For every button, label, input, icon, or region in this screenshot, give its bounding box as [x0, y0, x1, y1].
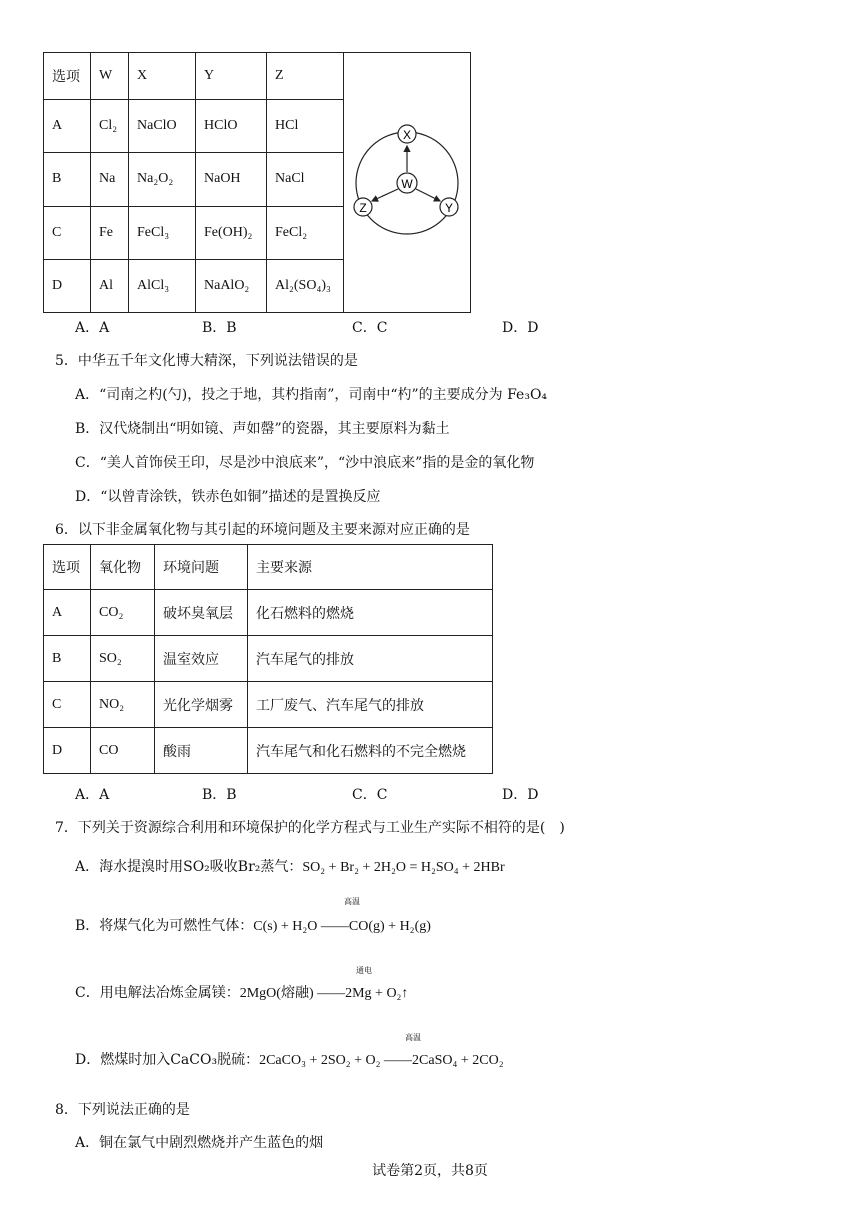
q6-header-cell: 主要来源 [248, 545, 493, 590]
q6-cell: A [44, 590, 91, 636]
q7-option-c-equation: 2MgO(熔融) ——2Mg + O₂↑ [239, 986, 409, 1001]
q5-stem: 5．中华五千年文化博大精深，下列说法错误的是 [55, 353, 358, 369]
q4-cell: FeCl₂ [267, 206, 344, 259]
q7-d-condition: 高温 [405, 1033, 421, 1042]
q7-stem: 7．下列关于资源综合利用和环境保护的化学方程式与工业生产实际不相符的是( ) [55, 820, 565, 836]
q4-cell: Cl₂ [91, 100, 129, 153]
q7-option-b[interactable] [75, 915, 431, 935]
q4-cell: HCl [267, 100, 344, 153]
page-footer: 试卷第2页，共8页 [372, 1163, 488, 1179]
q6-header-cell: 环境问题 [155, 545, 248, 590]
q6-cell: SO₂ [91, 636, 155, 682]
q5-option-b[interactable]: B．汉代烧制出“明如镜、声如罄”的瓷器，其主要原料为黏土 [75, 421, 450, 437]
q5-option-a[interactable]: A．“司南之杓(勺)，投之于地，其杓指南”，司南中“杓”的主要成分为 Fe₃O₄ [75, 387, 548, 403]
q7-option-d-equation: 2CaCO₃ + 2SO₂ + O₂ ——2CaSO₄ + 2CO₂ [259, 1053, 504, 1068]
q7-option-a-text: A．海水提溴时用SO₂吸收Br₂蒸气： [75, 859, 303, 875]
q8-stem: 8．下列说法正确的是 [55, 1102, 190, 1118]
q4-cell: Al [91, 259, 129, 312]
node-y-label: Y [444, 201, 454, 215]
q6-option-b[interactable]: B．B [202, 787, 237, 803]
q4-cell: Al₂(SO₄)₃ [267, 259, 344, 312]
q7-c-condition: 通电 [356, 966, 372, 975]
q6-table [43, 544, 493, 774]
q4-cell: AlCl₃ [129, 259, 196, 312]
q6-cell: 酸雨 [155, 728, 248, 774]
node-x-label: X [402, 128, 412, 142]
q6-cell: C [44, 682, 91, 728]
q6-cell: D [44, 728, 91, 774]
q4-cell: FeCl₃ [129, 206, 196, 259]
q6-stem: 6．以下非金属氧化物与其引起的环境问题及主要来源对应正确的是 [55, 522, 470, 538]
q6-cell: 化石燃料的燃烧 [248, 590, 493, 636]
q4-header-cell: 选项 [44, 53, 91, 100]
q6-cell: 汽车尾气和化石燃料的不完全燃烧 [248, 728, 493, 774]
q4-option-b[interactable]: B．B [202, 320, 237, 336]
node-z-label: Z [359, 201, 367, 215]
q6-cell: 汽车尾气的排放 [248, 636, 493, 682]
q6-header-cell: 选项 [44, 545, 91, 590]
q4-cell: Fe(OH)₂ [196, 206, 267, 259]
q4-cell: NaClO [129, 100, 196, 153]
q7-option-d[interactable] [75, 1049, 504, 1069]
q8-option-a[interactable]: A．铜在氯气中剧烈燃烧并产生蓝色的烟 [75, 1135, 324, 1151]
q4-diagram-cell [344, 53, 471, 313]
q4-cell: Na₂O₂ [129, 153, 196, 206]
q7-b-condition: 高温 [344, 897, 360, 906]
q4-header-cell: Z [267, 53, 344, 100]
q4-cell: A [44, 100, 91, 153]
q4-table [43, 52, 471, 313]
q6-option-c[interactable]: C．C [352, 787, 388, 803]
q7-option-a[interactable] [75, 856, 505, 876]
q5-option-d[interactable]: D．“以曾青涂铁，铁赤色如铜”描述的是置换反应 [75, 489, 381, 505]
q4-option-d[interactable]: D．D [502, 320, 539, 336]
q4-option-c[interactable]: C．C [352, 320, 388, 336]
q6-header-cell: 氧化物 [91, 545, 155, 590]
q6-option-a[interactable]: A．A [75, 787, 110, 803]
q4-cell: NaAlO₂ [196, 259, 267, 312]
q4-cycle-diagram [344, 53, 470, 307]
q5-option-c[interactable]: C．“美人首饰侯王印，尽是沙中浪底来”，“沙中浪底来”指的是金的氧化物 [75, 455, 535, 471]
q6-cell: CO [91, 728, 155, 774]
q4-cell: C [44, 206, 91, 259]
q4-option-a[interactable]: A．A [75, 320, 110, 336]
q7-option-a-equation: SO₂ + Br₂ + 2H₂O = H₂SO₄ + 2HBr [302, 860, 505, 875]
q7-option-d-text: D．燃煤时加入CaCO₃脱硫： [75, 1052, 260, 1068]
q6-cell: 温室效应 [155, 636, 248, 682]
node-w-label: W [401, 177, 413, 191]
q6-cell: 工厂废气、汽车尾气的排放 [248, 682, 493, 728]
q4-cell: Fe [91, 206, 129, 259]
q6-cell: NO₂ [91, 682, 155, 728]
q4-cell: HClO [196, 100, 267, 153]
q4-cell: Na [91, 153, 129, 206]
q7-option-c-text: C．用电解法冶炼金属镁： [75, 985, 240, 1001]
q6-cell: 破坏臭氧层 [155, 590, 248, 636]
q7-option-b-text: B．将煤气化为可燃性气体： [75, 918, 254, 934]
arrow-w-to-z [372, 189, 398, 201]
q6-cell: CO₂ [91, 590, 155, 636]
q7-option-b-equation: C(s) + H₂O ——CO(g) + H₂(g) [253, 919, 431, 934]
q4-header-cell: W [91, 53, 129, 100]
q4-header-cell: X [129, 53, 196, 100]
arrow-w-to-y [416, 189, 440, 201]
q4-cell: NaCl [267, 153, 344, 206]
q4-cell: D [44, 259, 91, 312]
q6-cell: 光化学烟雾 [155, 682, 248, 728]
q4-header-cell: Y [196, 53, 267, 100]
q4-cell: NaOH [196, 153, 267, 206]
q7-option-c[interactable] [75, 982, 408, 1002]
q6-option-d[interactable]: D．D [502, 787, 539, 803]
q6-cell: B [44, 636, 91, 682]
q4-cell: B [44, 153, 91, 206]
